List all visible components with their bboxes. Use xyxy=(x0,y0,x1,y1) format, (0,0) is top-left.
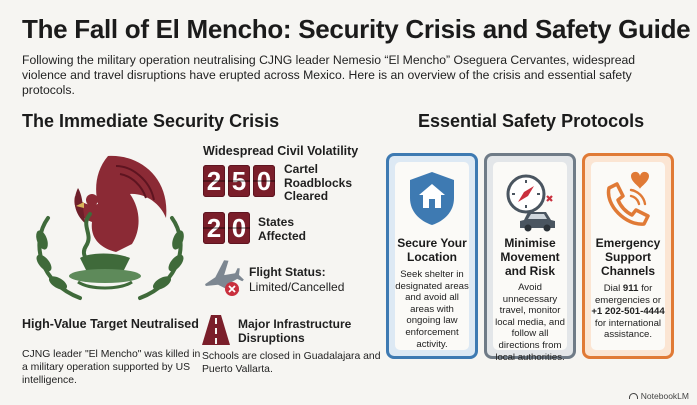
emergency-support-card xyxy=(582,153,674,359)
counter-digit: 0 xyxy=(253,165,275,197)
high-value-target-title: High-Value Target Neutralised xyxy=(22,317,199,331)
notebooklm-brand xyxy=(629,391,689,401)
page-title: The Fall of El Mencho: Security Crisis and Safety Guide xyxy=(22,14,691,44)
card-title: Minimise Movement and Risk xyxy=(500,236,560,278)
secure-location-card xyxy=(386,153,478,359)
counter-digit: 2 xyxy=(203,165,225,197)
roadblocks-counter xyxy=(203,165,275,197)
notebooklm-logo-icon xyxy=(629,393,638,399)
road-icon xyxy=(202,315,230,345)
card-text-part: for emergencies or xyxy=(594,283,662,306)
high-value-target-text: CJNG leader "El Mencho" was killed in a military operation supported by US intelligence. xyxy=(22,349,201,386)
minimise-movement-card xyxy=(484,153,576,363)
airplane-cancel-icon xyxy=(200,258,244,298)
brand-label: NotebookLM xyxy=(640,391,689,401)
card-text: Avoid unnecessary travel, monitor local media, and follow all directions from local authorities. xyxy=(495,282,565,363)
card-title: Emergency Support Channels xyxy=(595,236,661,278)
card-title: Secure Your Location xyxy=(397,236,467,264)
card-text: Seek shelter in designated areas and avoid all areas with ongoing law enforcement activity. xyxy=(395,269,469,350)
counter-digit: 2 xyxy=(203,212,225,244)
flight-status-value: Limited/Cancelled xyxy=(249,280,345,294)
security-crisis-heading: The Immediate Security Crisis xyxy=(22,111,280,131)
card-text-part: for international assistance. xyxy=(594,317,662,341)
infrastructure-text: Schools are closed in Guadalajara and Puerto Vallarta. xyxy=(202,351,381,375)
roadblocks-label: Cartel Roadblocks Cleared xyxy=(284,162,353,203)
phone-heart-icon xyxy=(601,170,655,226)
international-number: +1 202-501-4444 xyxy=(591,306,665,318)
states-label: States Affected xyxy=(258,215,307,243)
civil-volatility-title: Widespread Civil Volatility xyxy=(203,144,359,158)
house-shield-icon xyxy=(407,170,457,226)
counter-digit: 5 xyxy=(228,165,250,197)
infrastructure-title: Major Infrastructure Disruptions xyxy=(238,317,352,345)
emergency-number: 911 xyxy=(622,283,639,294)
safety-protocols-heading: Essential Safety Protocols xyxy=(418,111,645,131)
card-text-part: Dial xyxy=(603,283,623,294)
flight-status-title: Flight Status: xyxy=(249,265,326,279)
states-counter xyxy=(203,212,250,244)
card-text xyxy=(591,283,665,341)
intro-paragraph: Following the military operation neutralising CJNG leader Nemesio “El Mencho” Oseguera Cervantes, widespread violence and travel disruptions have erupted across Mexico. Here is an overview of the crisis and essential safety protocols. xyxy=(22,53,636,97)
eagle-emblem-icon xyxy=(20,148,200,308)
compass-car-icon xyxy=(500,170,560,232)
counter-digit: 0 xyxy=(228,212,250,244)
